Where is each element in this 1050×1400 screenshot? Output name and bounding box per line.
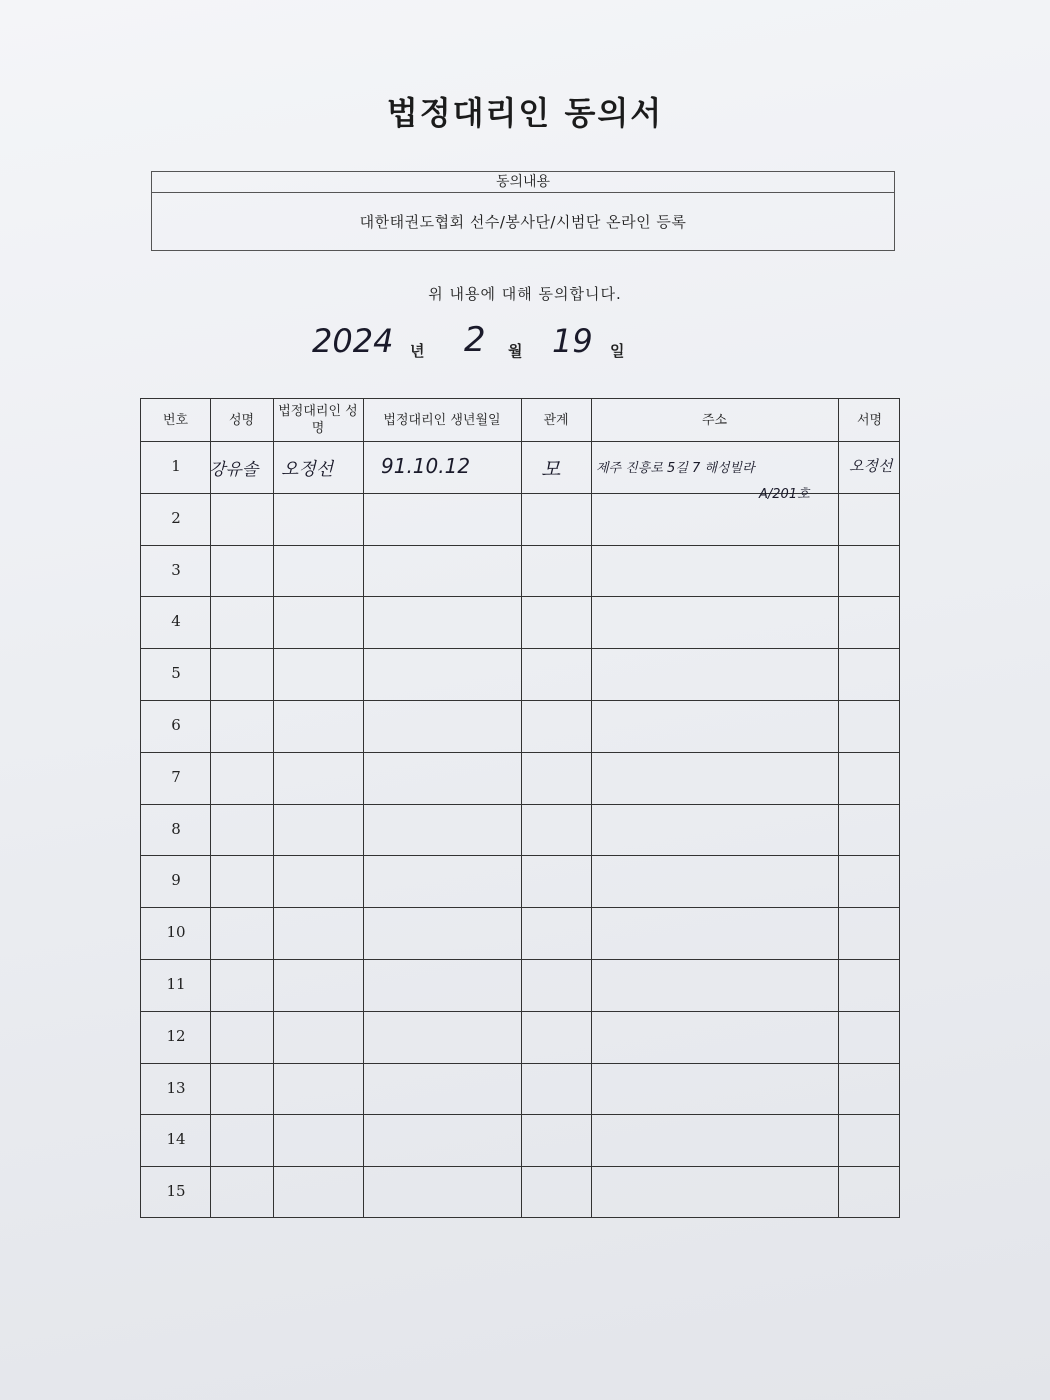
row-number: 1	[171, 456, 181, 475]
date-month-unit: 월	[508, 342, 523, 360]
date-day-unit: 일	[610, 342, 625, 360]
entry-guardian-name: 오정선	[281, 459, 334, 480]
entry-name: 강유솔	[209, 460, 259, 480]
row-number: 6	[171, 715, 181, 734]
date-line	[312, 320, 652, 370]
guardian-table	[140, 398, 900, 1218]
row-number: 3	[171, 560, 181, 579]
row-number: 7	[171, 767, 181, 786]
consent-body: 대한태권도협회 선수/봉사단/시범단 온라인 등록	[359, 213, 687, 231]
row-number: 8	[171, 819, 181, 838]
date-year: 2024	[312, 322, 394, 360]
header-number: 번호	[162, 412, 189, 428]
row-number: 12	[166, 1026, 186, 1045]
header-guardian-birth: 법정대리인 생년월일	[383, 412, 501, 428]
entry-signature: 오정선	[849, 457, 893, 475]
row-number: 9	[171, 871, 181, 890]
row-number: 4	[171, 612, 181, 631]
date-day: 19	[552, 322, 593, 360]
entry-address-line1: 제주 진흥로 5길 7 해성빌라	[596, 461, 755, 476]
entry-relation: 모	[541, 457, 561, 481]
consent-header: 동의내용	[152, 172, 894, 193]
header-guardian-name: 법정대리인 성명	[278, 404, 358, 436]
row-number: 2	[171, 508, 181, 527]
document-title: 법정대리인 동의서	[386, 94, 664, 132]
agree-statement: 위 내용에 대해 동의합니다.	[428, 285, 622, 303]
consent-box	[151, 171, 895, 251]
entry-guardian-birth: 91.10.12	[381, 454, 471, 478]
header-address: 주소	[701, 412, 728, 428]
row-number: 10	[166, 923, 186, 942]
row-number: 15	[166, 1182, 186, 1201]
date-year-unit: 년	[410, 342, 425, 360]
header-relation: 관계	[543, 412, 569, 428]
row-number: 5	[171, 664, 181, 683]
entry-address-line2: A/201호	[759, 487, 810, 502]
header-signature: 서명	[856, 412, 883, 428]
header-name: 성명	[228, 412, 255, 428]
row-number: 14	[166, 1130, 186, 1149]
date-month: 2	[464, 320, 486, 360]
row-number: 11	[166, 974, 186, 993]
row-number: 13	[166, 1078, 186, 1097]
